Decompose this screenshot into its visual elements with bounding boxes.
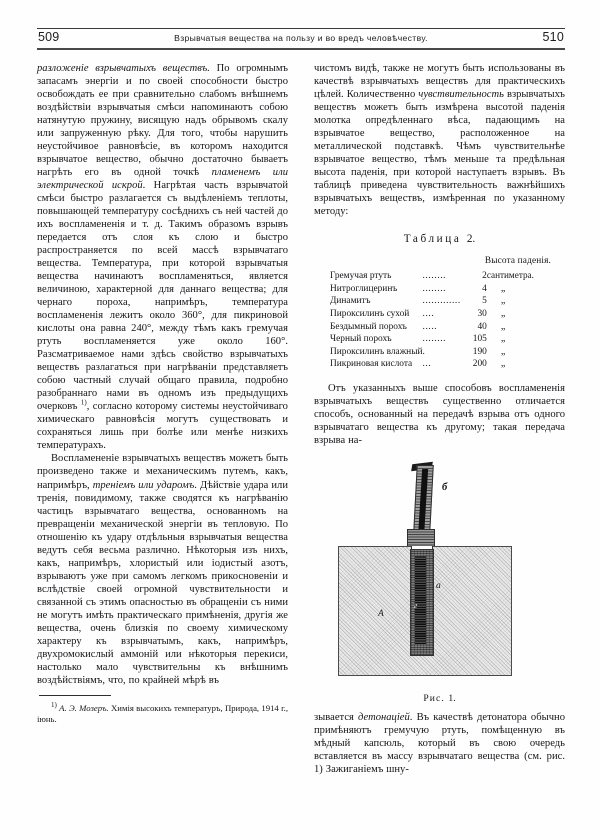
- unit-label: „: [500, 358, 506, 370]
- substance-name: Гремучая ртуть: [330, 271, 392, 282]
- drop-height-value: 2: [482, 271, 487, 282]
- paragraph-2-text-2: . Дѣйствіе удара или тренія, повидимому, также сводятся къ нагрѣванію частицъ взрывчатаго вещества, основанномъ на превращеніи механической энергіи въ тепловую. По отношенію къ удару отдѣльныя взрывчатыя вещества ведутъ себя весьма различно. Нѣкоторыя изъ нихъ, какъ, напримѣръ, хлористый или іодистый азотъ, взрываютъ уже при самомъ легкомъ прикосновеніи и вслѣдствіе своей огромной чувствительности и связанной съ этимъ опасностью въ обращеніи съ ними не могутъ имѣть практическаго примѣненія, другія же вещества, очень близкія по своему химическому характеру къ взрывчатымъ, какъ, напримѣръ, двухромокислый аммоній или нѣкоторыя перекиси, настолько мало чувствительны къ внѣшнимъ воздѣйствіямъ, что, по крайней мѣрѣ въ: [37, 479, 288, 686]
- table-row: [330, 308, 534, 321]
- paragraph-1-text: По огромнымъ запасамъ энергіи и по своей способности быстро освобождать ее при сравнительно слабомъ внѣшнемъ воздѣйствіи взрывчатыя смѣси напоминаютъ собою натянутую пружину, висящую надъ обрывомъ скалу или запруженную рѣку. Для того, чтобы нарушить неустойчивое равновѣсіе, въ которомъ находится взрывчатое вещество, обычно достаточно бываетъ нагрѣть его въ одной точкѣ: [37, 63, 288, 179]
- footnote-rule: [39, 695, 111, 696]
- table-column-header: Высота паденія.: [484, 256, 551, 267]
- leader-dots: ........: [422, 271, 447, 282]
- right-column: [314, 62, 565, 776]
- drop-height-value: 200: [472, 359, 487, 370]
- table-title-word: Таблица: [403, 233, 462, 246]
- substance-name: Пикриновая кислота: [330, 359, 413, 370]
- figure-caption-number: 1.: [448, 693, 456, 705]
- paragraph-1-text-3: , согласно которому системы неустойчиваго химическаго равновѣсія могутъ существовать и сохраняться лишь при болѣе или менѣе низкихъ температурахъ.: [37, 401, 288, 452]
- paragraph-5-italic: детонаціей: [358, 712, 410, 724]
- folio-right: 510: [542, 30, 564, 44]
- footnote-marker-inline: 1): [80, 398, 87, 407]
- column-container: [37, 62, 565, 776]
- unit-label: „: [500, 307, 506, 319]
- running-head-row: [37, 29, 565, 48]
- figure-1: [314, 461, 565, 711]
- paragraph-1: [37, 62, 288, 452]
- leader-dots: .....: [422, 321, 438, 332]
- figure-label-capsule: a: [436, 581, 441, 592]
- footnote-author: А. Э. Мозеръ.: [59, 702, 109, 713]
- drop-height-value: 30: [477, 308, 487, 319]
- leader-dots: ...: [422, 359, 432, 370]
- paragraph-5-text-2: . Въ качествѣ детонатора обычно примѣняютъ гремучую ртуть, помѣщенную въ мѣдный капсюль, который въ свою очередь вставляется въ массу взрывчатаго вещества (см. рис. 1) Зажиганіемъ шну-: [314, 712, 565, 776]
- table-row: [330, 321, 534, 334]
- left-column: [37, 62, 288, 776]
- substance-name: Пироксилинъ влажный: [330, 346, 423, 357]
- figure-label-charge: г: [414, 600, 418, 611]
- substance-name: Бездымный порохъ: [330, 321, 407, 332]
- running-title: Взрывчатыя вещества на пользу и во вредъ человѣчеству.: [174, 33, 428, 43]
- drop-height-value: 4: [482, 283, 487, 294]
- table-row: [330, 333, 534, 346]
- paragraph-1-lead-italic: разложеніе взрывчатыхъ веществъ.: [37, 63, 210, 74]
- figure-label-fuse: б: [442, 482, 448, 494]
- drop-height-value: 5: [482, 296, 487, 307]
- drop-height-value: 105: [472, 334, 487, 345]
- table-title: [314, 233, 565, 245]
- figure-caption-word: Рис.: [423, 693, 445, 705]
- unit-label: сантиметра.: [486, 270, 534, 281]
- figure-label-block: A: [378, 609, 384, 620]
- footnote-number: 1): [51, 700, 57, 709]
- table-body: [330, 270, 534, 371]
- paragraph-2-text: Воспламененіе взрывчатыхъ веществъ можетъ быть произведено также и механическимъ путемъ, какъ, напримѣръ,: [37, 453, 288, 491]
- footnote: [37, 700, 289, 725]
- unit-label: „: [500, 295, 506, 307]
- table-row: [330, 295, 534, 308]
- table-row: [330, 358, 534, 371]
- substance-name: Динамитъ: [330, 296, 371, 307]
- leader-dots: ........: [422, 283, 447, 294]
- paragraph-3: [314, 62, 565, 218]
- substance-name: Черный порохъ: [330, 334, 392, 345]
- leader-dots: ........: [422, 334, 447, 345]
- running-head: [37, 28, 565, 50]
- paragraph-2: [37, 452, 288, 686]
- leader-dots: ....: [422, 308, 435, 319]
- figure-illustration: [314, 461, 565, 689]
- figure-caption: [314, 693, 565, 704]
- paragraph-3-text: чистомъ видѣ, также не могутъ быть использованы въ качествѣ взрывчатыхъ веществъ для практическихъ цѣлей. Количественно: [314, 63, 565, 101]
- paragraph-3-mid-italic: чувствительность: [418, 89, 504, 101]
- paragraph-5-text: зывается: [314, 712, 359, 724]
- sensitivity-table: [330, 270, 534, 371]
- paragraph-5: [314, 711, 565, 776]
- table-row: [330, 270, 534, 283]
- table-row: [330, 283, 534, 296]
- substance-name: Нитроглицеринъ: [330, 283, 398, 294]
- unit-label: „: [500, 345, 506, 357]
- footnote-text: Химія высокихъ температуръ, Природа, 1914 г., іюнь.: [37, 702, 289, 724]
- table-row: [330, 346, 534, 359]
- capsule-top-shape: [411, 546, 433, 549]
- leader-dots: .: [422, 346, 426, 357]
- table-title-number: 2.: [466, 233, 476, 246]
- drop-height-value: 40: [477, 321, 487, 332]
- paragraph-1-text-2: . Нагрѣтая часть взрывчатой смѣси быстро разлагается съ выдѣленіемъ теплоты, повышающей температуру сосѣднихъ съ ней частей до ихъ воспламененія и т. д. Такимъ образомъ взрывъ передается отъ слоя къ слою и быстро распространяется по всей массѣ взрывчатаго вещества. Температура, при которой взрывчатыя вещества начинаютъ воспламеняться, является величиною, характерной для даннаго вещества; для чернаго пороха, напримѣръ, температура воспламененія лежитъ около 360°, для пикриновой кислоты она равна 240°, между тѣмъ какъ гремучая ртуть воспламеняется уже около 160°. Разсматриваемое нами здѣсь свойство взрывчатыхъ веществъ разлагаться при нагрѣваніи представляетъ собою частный случай общаго правила, подробно разобраннаго нами въ одномъ изъ предыдущихъ очерковъ: [37, 180, 288, 413]
- paragraph-1-mid-italic: пламенемъ или электрической искрой: [37, 167, 288, 192]
- paragraph-3-text-2: взрывчатыхъ веществъ можетъ быть измѣрена высотой паденія молотка опредѣленнаго вѣса, падающимъ на взрывчатое вещество, расположенное на металлической подставкѣ. Чѣмъ чувствительнѣе взрывчатое вещество, тѣмъ меньше та предѣльная высота паденія, при которой наступаетъ взрывъ. Въ таблицѣ приведена чувствительность важнѣйшихъ взрывчатыхъ веществъ, измѣренная по указанному методу:: [314, 89, 565, 218]
- drop-height-value: 190: [472, 346, 487, 357]
- unit-label: „: [500, 333, 506, 345]
- substance-name: Пироксилинъ сухой: [330, 308, 410, 319]
- paragraph-4: Отъ указанныхъ выше способовъ воспламененія взрывчатыхъ веществъ существенно отличается способъ, основанный на передачѣ взрыва отъ одного взрывчатаго вещества къ другому; такая передача взрыва на-: [314, 382, 565, 446]
- paragraph-2-mid-italic: треніемъ или ударомъ: [92, 479, 195, 491]
- unit-label: „: [500, 282, 506, 294]
- leader-dots: .............: [422, 296, 461, 307]
- header-rule-bottom: [37, 48, 565, 50]
- folio-left: 509: [38, 30, 60, 44]
- unit-label: „: [500, 320, 506, 332]
